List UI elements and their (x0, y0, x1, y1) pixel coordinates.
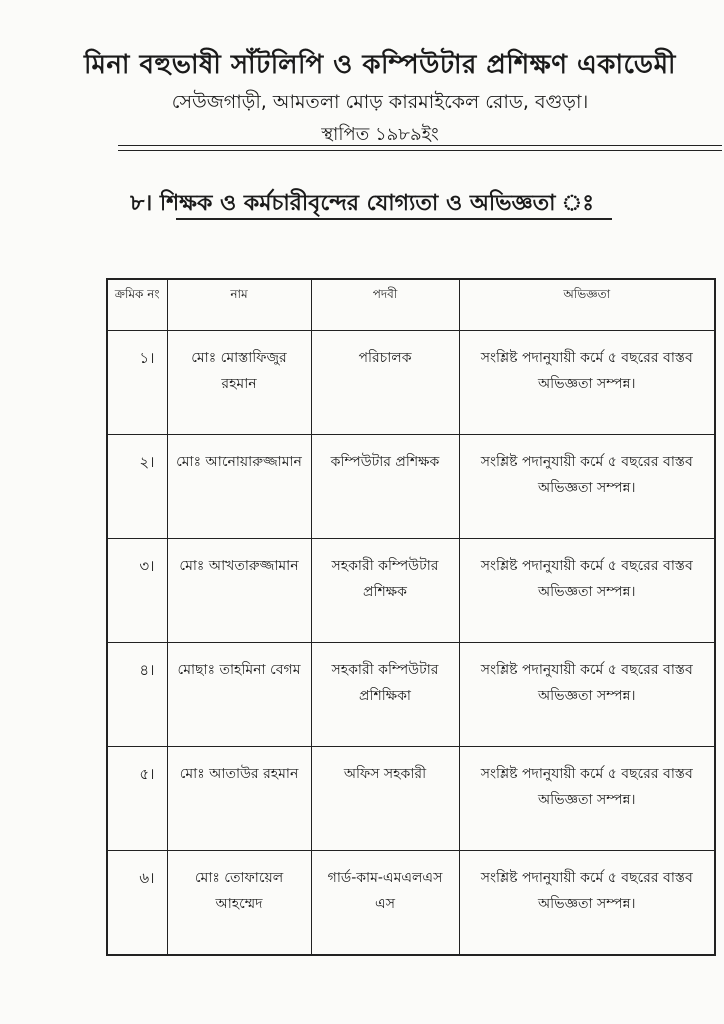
row-name: মোছাঃ তাহমিনা বেগম (167, 643, 311, 747)
header-name: নাম (167, 279, 311, 331)
row-designation: গার্ড-কাম-এমএলএস এস (311, 851, 459, 956)
table-header-row (107, 279, 715, 331)
table-row (107, 331, 715, 435)
organization-address: সেউজগাড়ী, আমতলা মোড় কারমাইকেল রোড, বগুড়া। (171, 91, 589, 113)
row-serial: ২। (107, 435, 167, 539)
row-serial: ৪। (107, 643, 167, 747)
header-serial: ক্রমিক নং (107, 279, 167, 331)
row-designation: পরিচালক (311, 331, 459, 435)
row-designation: সহকারী কম্পিউটার প্রশিক্ষিকা (311, 643, 459, 747)
row-serial: ৩। (107, 539, 167, 643)
organization-name: মিনা বহুভাষী সাঁটলিপি ও কম্পিউটার প্রশিক্ষণ একাডেমী (84, 50, 676, 80)
row-name: মোঃ আনোয়ারুজ্জামান (167, 435, 311, 539)
row-experience: সংশ্লিষ্ট পদানুযায়ী কর্মে ৫ বছরের বাস্তব অভিজ্ঞতা সম্পন্ন। (459, 331, 715, 435)
row-experience: সংশ্লিষ্ট পদানুযায়ী কর্মে ৫ বছরের বাস্তব অভিজ্ঞতা সম্পন্ন। (459, 539, 715, 643)
row-experience: সংশ্লিষ্ট পদানুযায়ী কর্মে ৫ বছরের বাস্তব অভিজ্ঞতা সম্পন্ন। (459, 643, 715, 747)
row-designation: অফিস সহকারী (311, 747, 459, 851)
table-row (107, 539, 715, 643)
row-serial: ১। (107, 331, 167, 435)
row-name: মোঃ মোস্তাফিজুর রহমান (167, 331, 311, 435)
row-name: মোঃ তোফায়েল আহম্মেদ (167, 851, 311, 956)
row-designation: সহকারী কম্পিউটার প্রশিক্ষক (311, 539, 459, 643)
established-year: স্থাপিত ১৯৮৯ইং (321, 124, 439, 145)
header-rule-top (118, 145, 722, 146)
row-name: মোঃ আখতারুজ্জামান (167, 539, 311, 643)
table-row (107, 643, 715, 747)
row-experience: সংশ্লিষ্ট পদানুযায়ী কর্মে ৫ বছরের বাস্তব অভিজ্ঞতা সম্পন্ন। (459, 435, 715, 539)
row-experience: সংশ্লিষ্ট পদানুযায়ী কর্মে ৫ বছরের বাস্তব অভিজ্ঞতা সম্পন্ন। (459, 851, 715, 956)
row-serial: ৫। (107, 747, 167, 851)
section-heading: ৮। শিক্ষক ও কর্মচারীবৃন্দের যোগ্যতা ও অভিজ্ঞতা ঃ (130, 191, 594, 216)
header-rule-bottom (118, 150, 722, 151)
row-name: মোঃ আতাউর রহমান (167, 747, 311, 851)
row-serial: ৬। (107, 851, 167, 956)
section-heading-underline (176, 218, 612, 220)
table-row (107, 851, 715, 956)
table-row (107, 435, 715, 539)
staff-qualification-table (106, 278, 716, 956)
row-designation: কম্পিউটার প্রশিক্ষক (311, 435, 459, 539)
row-experience: সংশ্লিষ্ট পদানুযায়ী কর্মে ৫ বছরের বাস্তব অভিজ্ঞতা সম্পন্ন। (459, 747, 715, 851)
header-experience: অভিজ্ঞতা (459, 279, 715, 331)
header-designation: পদবী (311, 279, 459, 331)
table-row (107, 747, 715, 851)
